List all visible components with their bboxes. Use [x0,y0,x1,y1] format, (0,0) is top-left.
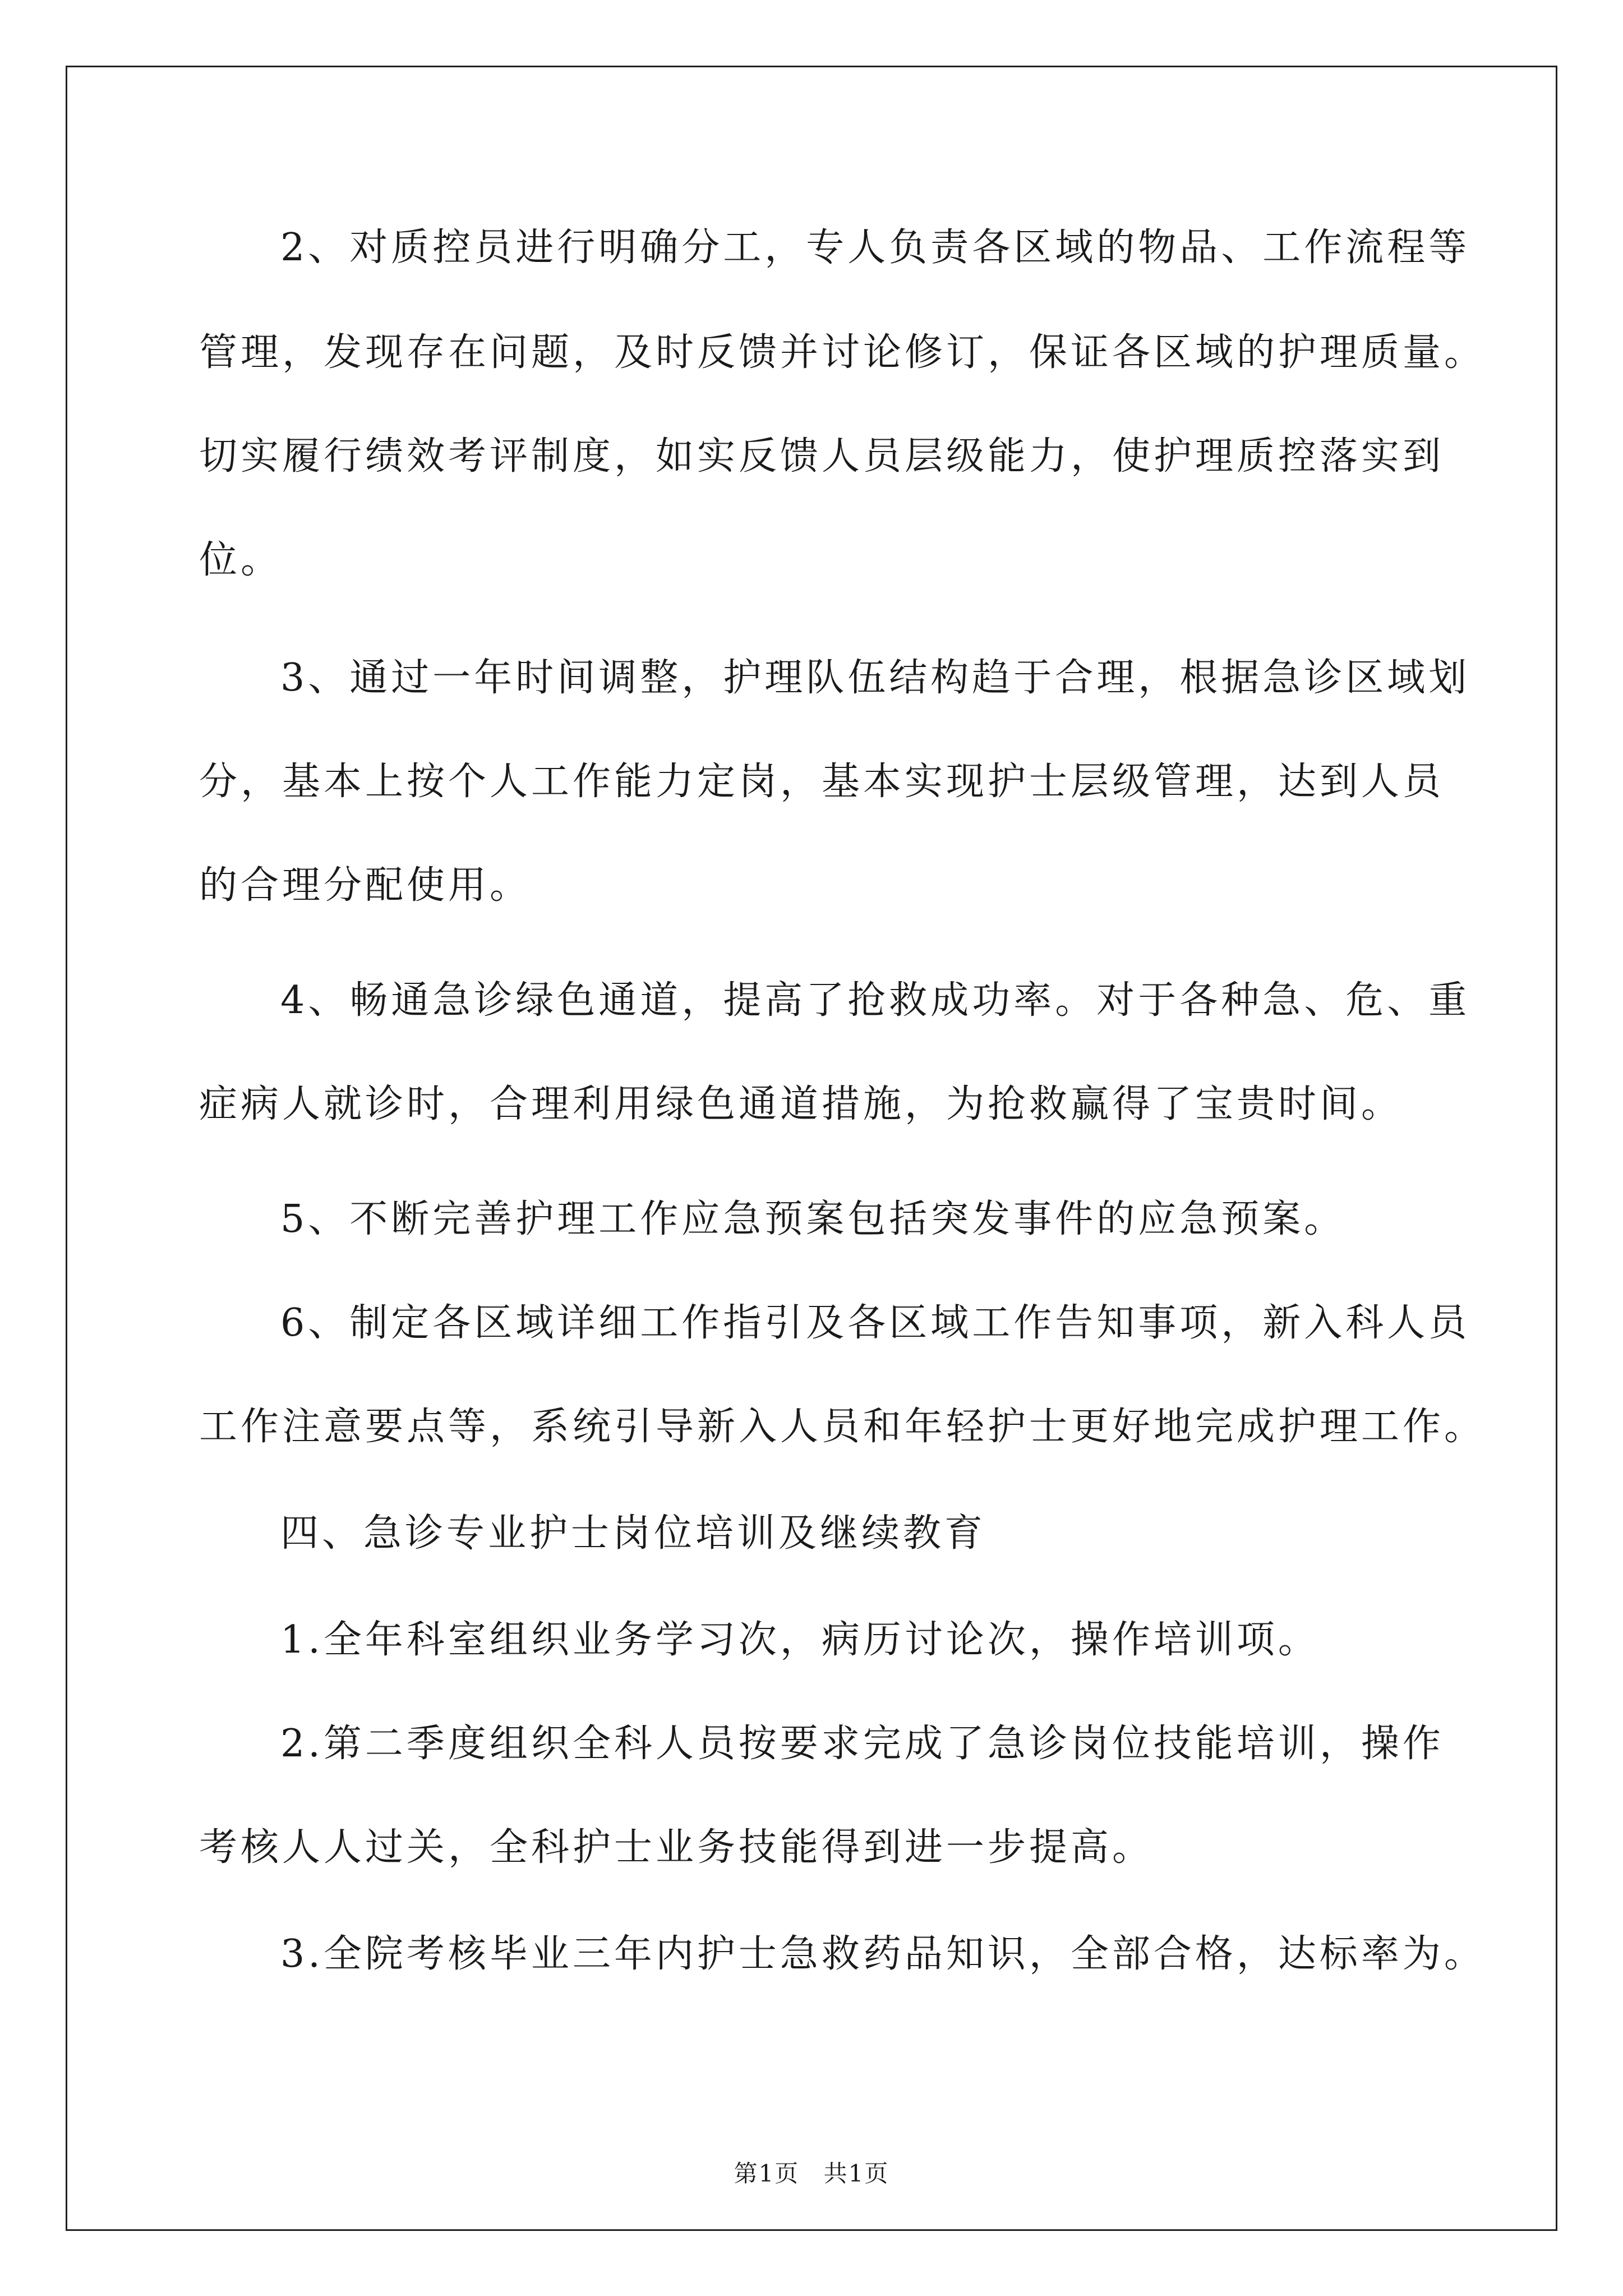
paragraph-line: 管理，发现存在问题，及时反馈并讨论修订，保证各区域的护理质量。 [199,330,1486,375]
paragraph-line: 1.全年科室组织业务学习次，病历讨论次，操作培训项。 [280,1618,1320,1662]
paragraph-line: 位。 [199,538,283,582]
paragraph-line: 分，基本上按个人工作能力定岗，基本实现护士层级管理，达到人员 [199,760,1445,804]
paragraph-line: 的合理分配使用。 [199,863,532,908]
paragraph-line: 4、畅通急诊绿色通道，提高了抢救成功率。对于各种急、危、重 [280,978,1470,1023]
paragraph-line: 考核人人过关，全科护士业务技能得到进一步提高。 [199,1825,1154,1870]
paragraph-line: 切实履行绩效考评制度，如实反馈人员层级能力，使护理质控落实到 [199,434,1445,478]
page-footer [0,2155,1623,2189]
paragraph-line: 3、通过一年时间调整，护理队伍结构趋于合理，根据急诊区域划 [280,656,1470,700]
paragraph-line: 5、不断完善护理工作应急预案包括突发事件的应急预案。 [280,1197,1346,1241]
paragraph-line: 2.第二季度组织全科人员按要求完成了急诊岗位技能培训，操作 [280,1722,1444,1766]
page-number-total: 共1页 [823,2160,889,2187]
paragraph-line: 症病人就诊时，合理利用绿色通道措施，为抢救赢得了宝贵时间。 [199,1082,1403,1126]
paragraph-line: 3.全院考核毕业三年内护士急救药品知识，全部合格，达标率为。 [280,1932,1486,1976]
paragraph-line: 工作注意要点等，系统引导新入人员和年轻护士更好地完成护理工作。 [199,1405,1486,1449]
page-border [66,66,1557,2231]
page-number-current: 第1页 [734,2160,800,2187]
paragraph-line: 2、对质控员进行明确分工，专人负责各区域的物品、工作流程等 [280,226,1470,270]
section-heading: 四、急诊专业护士岗位培训及继续教育 [280,1511,986,1556]
paragraph-line: 6、制定各区域详细工作指引及各区域工作告知事项，新入科人员 [280,1301,1470,1345]
